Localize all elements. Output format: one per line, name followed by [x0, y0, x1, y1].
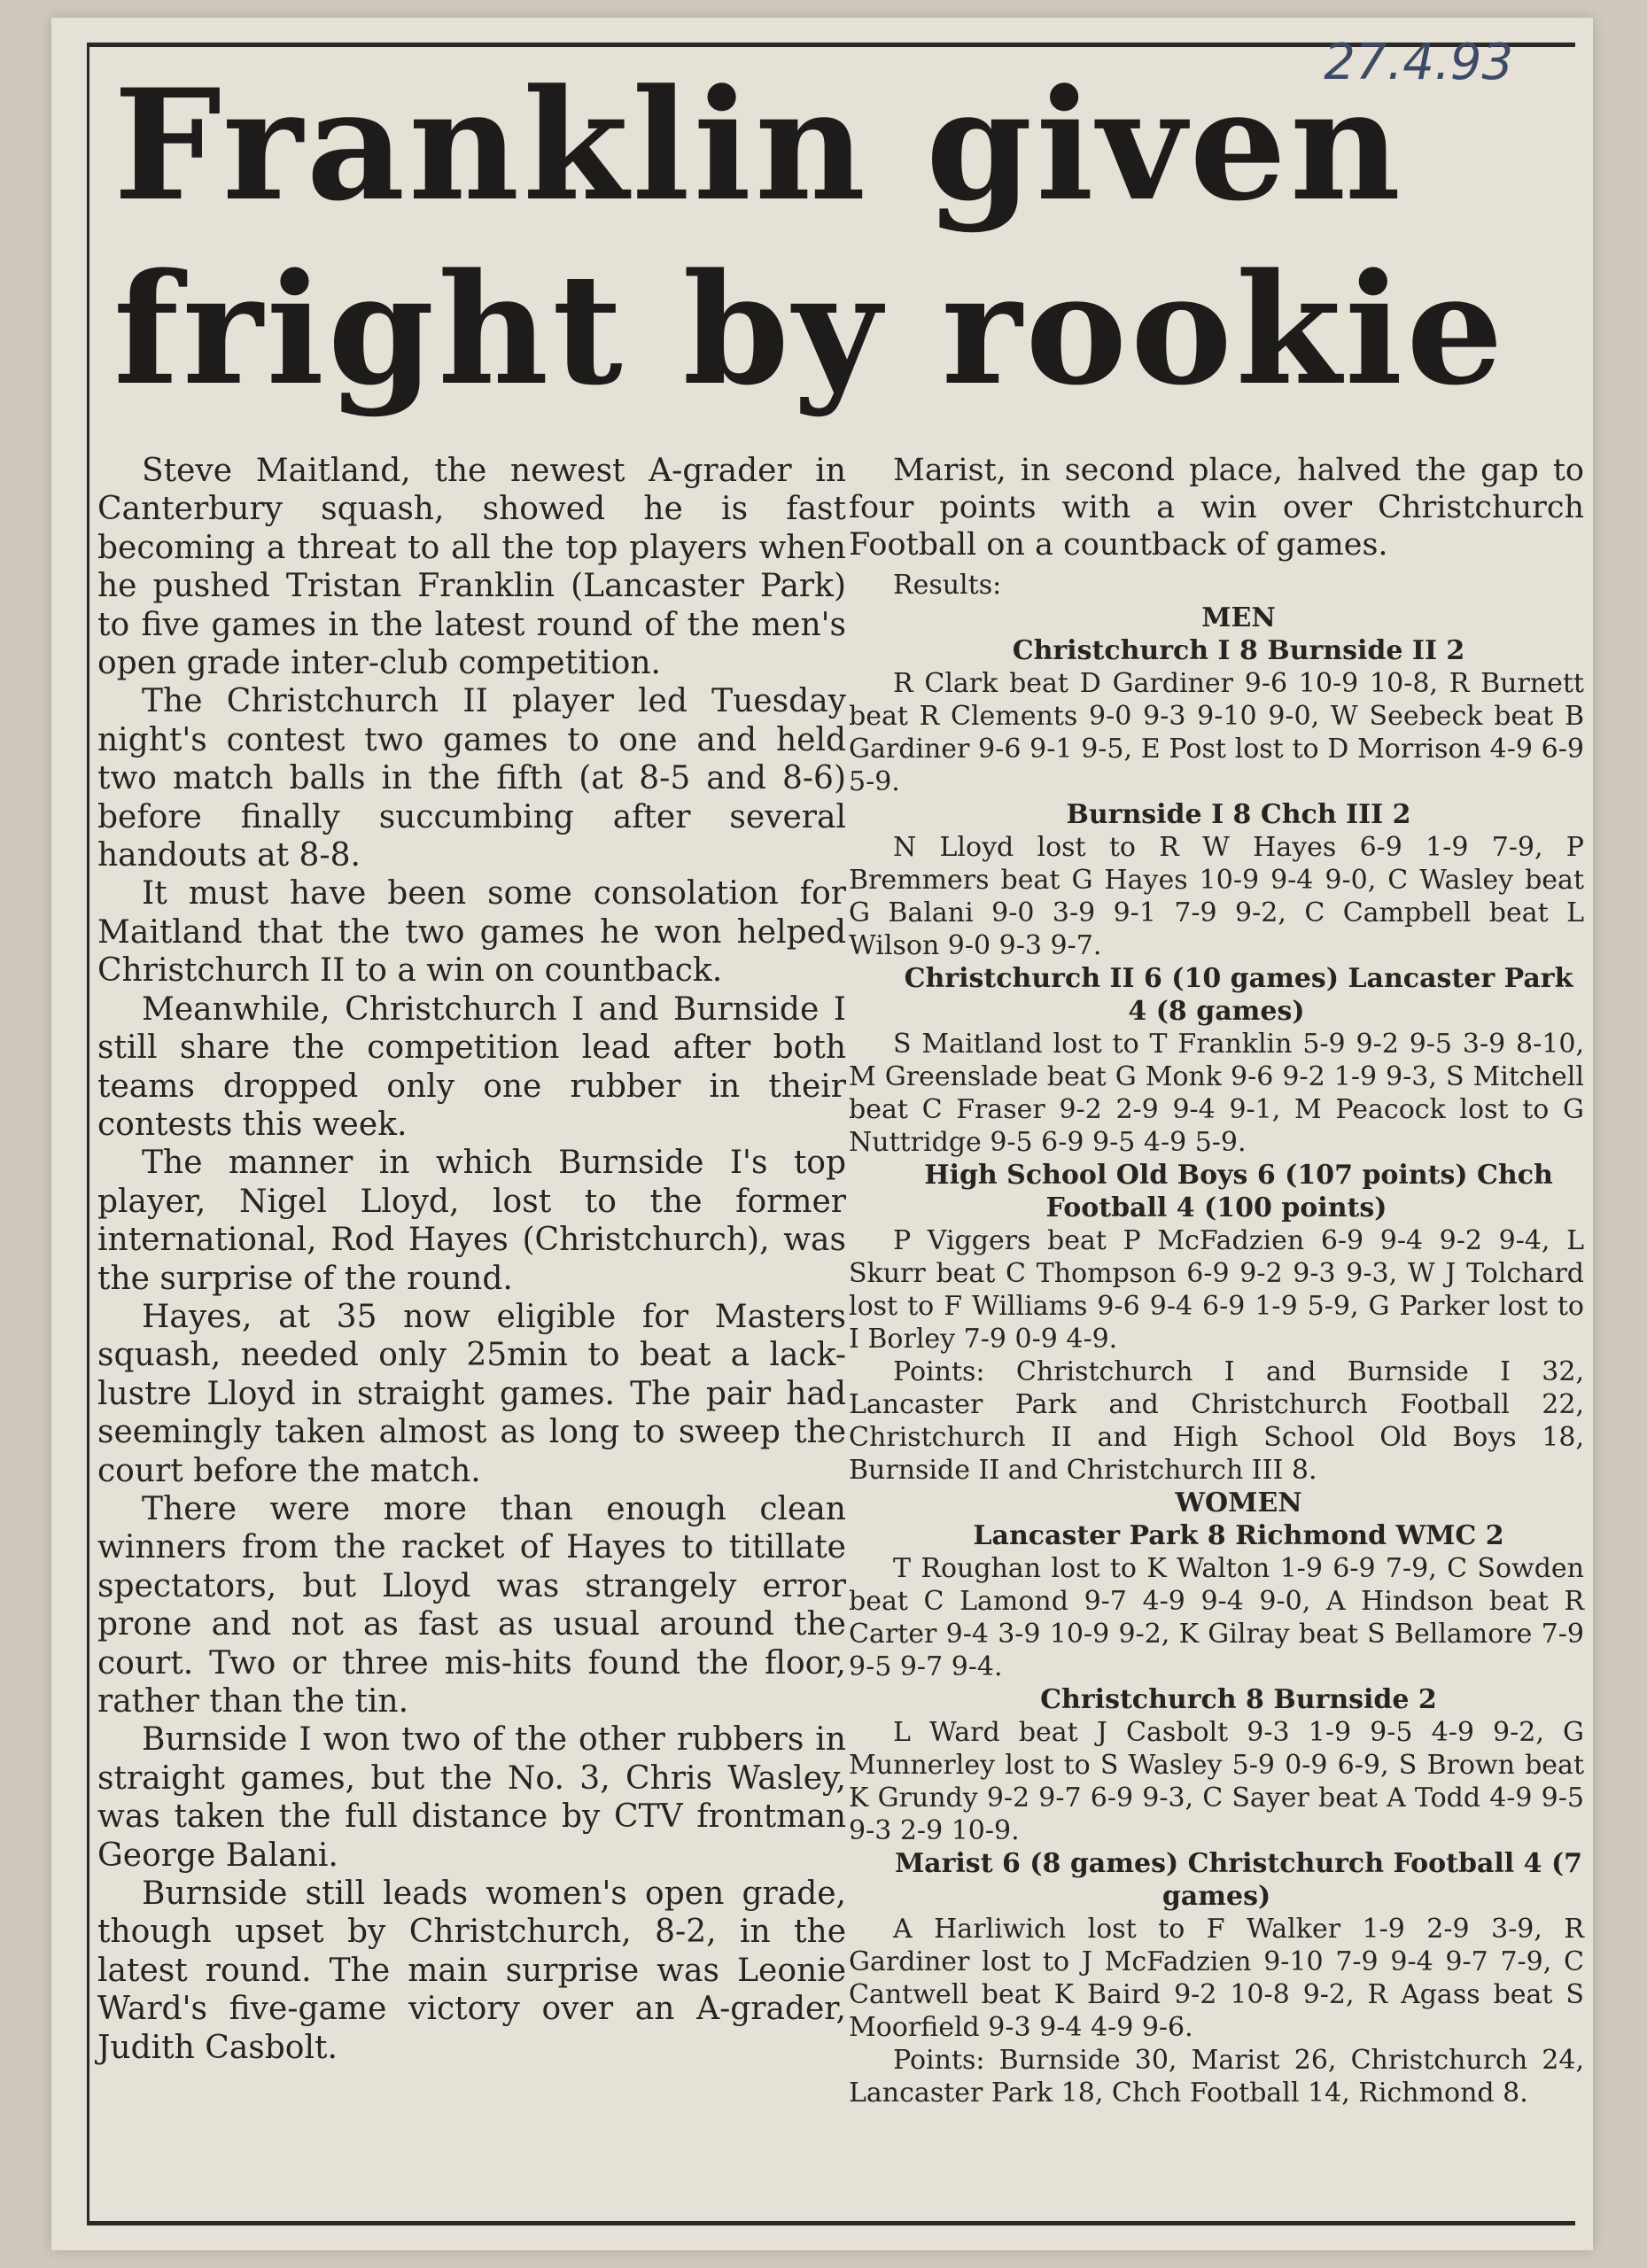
- paragraph: Burnside still leads women's open grade, though upset by Christchurch, 8-2, in the latest round. The main surprise was Leonie Ward's five-game victory over an A-grader, Judith Casbolt.: [97, 1876, 846, 2066]
- points-summary-men: Points: Christchurch I and Burnside I 32, Lancaster Park and Christchurch Football 22, Christchurch II and High School Old Boys 18, Burnside II and Christchurch III 8.: [849, 1356, 1584, 1486]
- match-result: P Viggers beat P McFadzien 6-9 9-4 9-2 9-4, L Skurr beat C Thompson 6-9 9-2 9-3 9-3, W J Tolchard lost to F Williams 9-6 9-4 6-9 1-9 5-9, G Parker lost to I Borley 7-9 0-9 4-9.: [849, 1225, 1584, 1355]
- paragraph: Marist, in second place, halved the gap to four points with a win over Christchurch Football on a countback of games.: [849, 453, 1584, 563]
- left-border-rule: [87, 43, 89, 2225]
- match-heading: Christchurch I 8 Burnside II 2: [1012, 635, 1465, 666]
- paragraph: Steve Maitland, the newest A-grader in Canterbury squash, showed he is fast becoming a threat to all the top players when he pushed Tristan Franklin (Lancaster Park) to five games in the latest round of the men's open grade inter-club competition.: [97, 453, 846, 682]
- paragraph: There were more than enough clean winners from the racket of Hayes to titillate spectators, but Lloyd was strangely error prone and not as fast as usual around the court. Two or three mis-hits found the floor, rather than the tin.: [97, 1490, 846, 1720]
- results-label: Results:: [893, 570, 1002, 601]
- match-heading: Marist 6 (8 games) Christchurch Football 4 (7 games): [894, 1848, 1583, 1912]
- match-result: R Clark beat D Gardiner 9-6 10-9 10-8, R Burnett beat R Clements 9-0 9-3 9-10 9-0, W Seebeck beat B Gardiner 9-6 9-1 9-5, E Post lost to D Morrison 4-9 6-9 5-9.: [849, 668, 1584, 797]
- paragraph: It must have been some consolation for Maitland that the two games he won helped Christchurch II to a win on countback.: [97, 875, 846, 990]
- handwritten-date: 27.4.93: [1324, 34, 1513, 91]
- newspaper-clipping: [51, 18, 1593, 2250]
- match-result: S Maitland lost to T Franklin 5-9 9-2 9-5 3-9 8-10, M Greenslade beat G Monk 9-6 9-2 1-9 9-3, S Mitchell beat C Fraser 9-2 2-9 9-4 9-1, M Peacock lost to G Nuttridge 9-5 6-9 9-5 4-9 5-9.: [849, 1029, 1584, 1158]
- headline: [113, 53, 1566, 422]
- article-right-column: [849, 452, 1584, 2109]
- headline-line-2: fright by rookie: [113, 239, 1507, 419]
- match-result: N Lloyd lost to R W Hayes 6-9 1-9 7-9, P Bremmers beat G Hayes 10-9 9-4 9-0, C Wasley beat G Balani 9-0 3-9 9-1 7-9 9-2, C Campbell beat L Wilson 9-0 9-3 9-7.: [849, 832, 1584, 961]
- match-heading: Christchurch II 6 (10 games) Lancaster Park 4 (8 games): [904, 963, 1573, 1027]
- match-heading: Christchurch 8 Burnside 2: [1040, 1684, 1437, 1715]
- match-heading: Burnside I 8 Chch III 2: [1066, 799, 1411, 830]
- section-heading-men: MEN: [1201, 602, 1276, 633]
- paragraph: Meanwhile, Christchurch I and Burnside I still share the competition lead after both teams dropped only one rubber in their contests this week.: [97, 990, 846, 1143]
- article-left-column: [97, 452, 846, 2067]
- headline-line-1: Franklin given: [113, 55, 1405, 235]
- paragraph: Burnside I won two of the other rubbers in straight games, but the No. 3, Chris Wasley, was taken the full distance by CTV frontman George Balani.: [97, 1721, 846, 1874]
- points-summary-women: Points: Burnside 30, Marist 26, Christchurch 24, Lancaster Park 18, Chch Football 14, Richmond 8.: [849, 2045, 1584, 2109]
- match-heading: Lancaster Park 8 Richmond WMC 2: [973, 1520, 1504, 1551]
- match-result: A Harliwich lost to F Walker 1-9 2-9 3-9, R Gardiner lost to J McFadzien 9-10 7-9 9-4 9-7 7-9, C Cantwell beat K Baird 9-2 10-8 9-2, R Agass beat S Moorfield 9-3 9-4 4-9 9-6.: [849, 1914, 1584, 2043]
- match-heading: High School Old Boys 6 (107 points) Chch Football 4 (100 points): [924, 1160, 1553, 1223]
- paragraph: The Christchurch II player led Tuesday night's contest two games to one and held two match balls in the fifth (at 8-5 and 8-6) before finally succumbing after several handouts at 8-8.: [97, 683, 846, 874]
- paragraph: The manner in which Burnside I's top player, Nigel Lloyd, lost to the former international, Rod Hayes (Christchurch), was the surprise of the round.: [97, 1145, 846, 1297]
- bottom-border-rule: [87, 2221, 1575, 2225]
- match-result: L Ward beat J Casbolt 9-3 1-9 9-5 4-9 9-2, G Munnerley lost to S Wasley 5-9 0-9 6-9, S Brown beat K Grundy 9-2 9-7 6-9 9-3, C Sayer beat A Todd 4-9 9-5 9-3 2-9 10-9.: [849, 1717, 1584, 1846]
- paragraph: Hayes, at 35 now eligible for Masters squash, needed only 25min to beat a lack-lustre Lloyd in straight games. The pair had seemingly taken almost as long to sweep the court before the match.: [97, 1298, 846, 1489]
- section-heading-women: WOMEN: [1175, 1487, 1302, 1518]
- match-result: T Roughan lost to K Walton 1-9 6-9 7-9, C Sowden beat C Lamond 9-7 4-9 9-4 9-0, A Hindson beat R Carter 9-4 3-9 10-9 9-2, K Gilray beat S Bellamore 7-9 9-5 9-7 9-4.: [849, 1553, 1584, 1682]
